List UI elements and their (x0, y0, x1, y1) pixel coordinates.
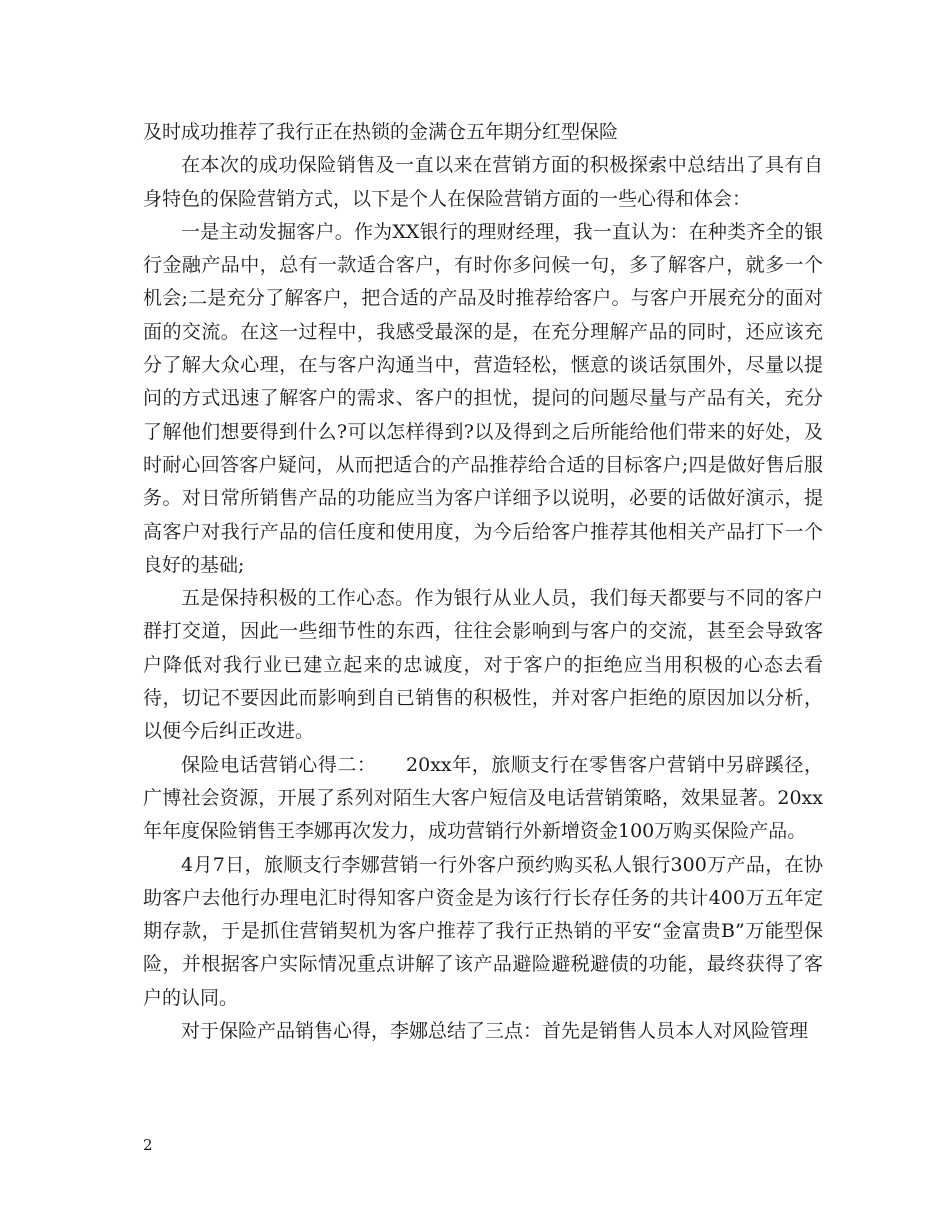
page-number: 2 (143, 1136, 153, 1154)
paragraph-summary-intro: 在本次的成功保险销售及一直以来在营销方面的积极探索中总结出了具有自身特色的保险营销方式，以下是个人在保险营销方面的一些心得和体会： (143, 154, 823, 210)
paragraph-proactive-customers: 一是主动发掘客户。作为XX银行的理财经理，我一直认为：在种类齐全的银行金融产品中，总有一款适合客户，有时你多问候一句，多了解客户，就多一个机会;二是充分了解客户，把合适的产品及时推荐给客户。与客户开展充分的面对面的交流。在这一过程中，我感受最深的是，在充分理解产品的同时，还应该充分了解大众心理，在与客户沟通当中，营造轻松，惬意的谈话氛围外，尽量以提问的方式迅速了解客户的需求、客户的担忧，提问的问题尽量与产品有关，充分了解他们想要得到什么?可以怎样得到?以及得到之后所能给他们带来的好处，及时耐心回答客户疑问，从而把适合的产品推荐给合适的目标客户;四是做好售后服务。对日常所销售产品的功能应当为客户详细予以说明，必要的话做好演示，提高客户对我行产品的信任度和使用度，为今后给客户推荐其他相关产品打下一个良好的基础; (143, 220, 823, 576)
paragraph-continuation: 及时成功推荐了我行正在热锁的金满仓五年期分红型保险 (143, 121, 619, 143)
paragraph-positive-attitude: 五是保持积极的工作心态。作为银行从业人员，我们每天都要与不同的客户群打交道，因此一些细节性的东西，往往会影响到与客户的交流，甚至会导致客户降低对我行业已建立起来的忠诚度，对于客户的拒绝应当用积极的心态去看待，切记不要因此而影响到自已销售的积极性，并对客户拒绝的原因加以分析，以便今后纠正改进。 (143, 587, 823, 743)
paragraph-april-case: 4月7日，旅顺支行李娜营销一行外客户预约购买私人银行300万产品，在协助客户去他行办理电汇时得知客户资金是为该行行长存任务的共计400万五年定期存款，于是抓住营销契机为客户推荐了我行正热销的平安“金富贵B”万能型保险，并根据客户实际情况重点讲解了该产品避险避税避债的功能，最终获得了客户的认同。 (143, 853, 823, 1009)
paragraph-sales-lessons: 对于保险产品销售心得，李娜总结了三点：首先是销售人员本人对风险管理 (181, 1020, 809, 1043)
document-body (143, 116, 823, 1048)
paragraph-phone-marketing: 保险电话营销心得二： 20xx年，旅顺支行在零售客户营销中另辟蹊径，广博社会资源，开展了系列对陌生大客户短信及电话营销策略，效果显著。20xx年年度保险销售王李娜再次发力，成功营销行外新增资金100万购买保险产品。 (143, 753, 823, 843)
